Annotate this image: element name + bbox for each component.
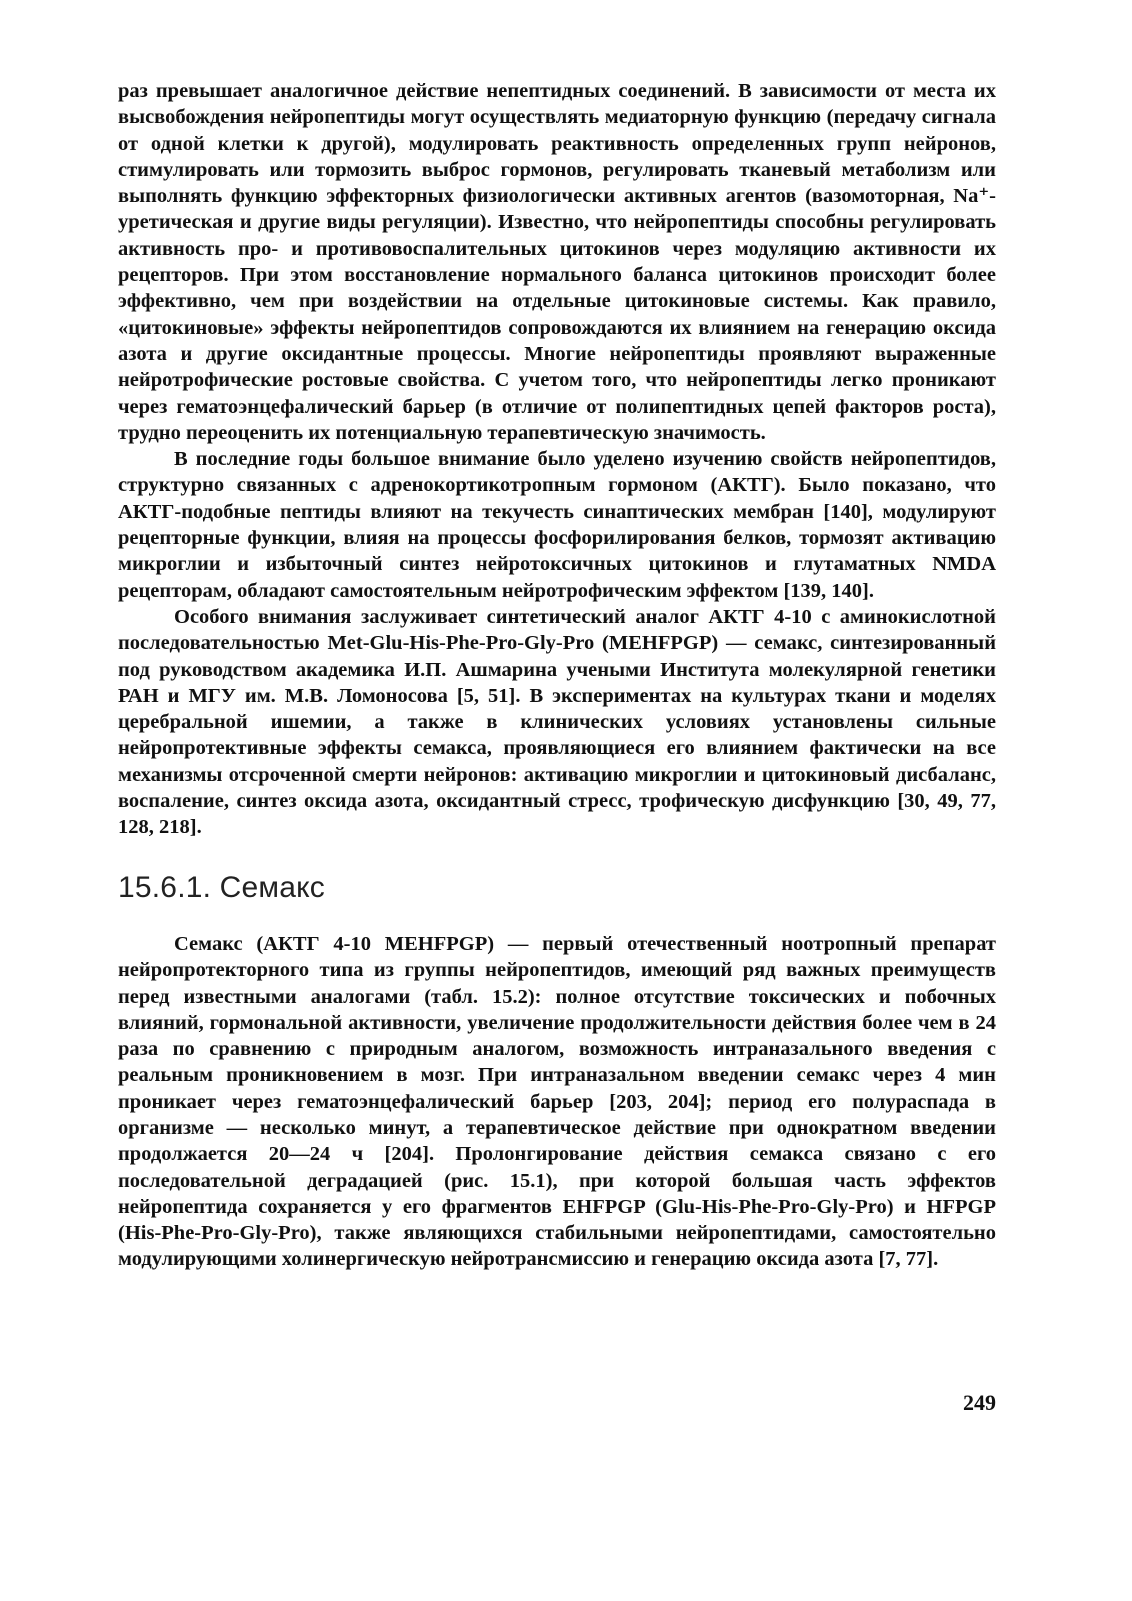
- page-number: 249: [963, 1390, 996, 1415]
- section-heading: 15.6.1. Семакс: [118, 870, 325, 904]
- page-content: [118, 78, 996, 1273]
- paragraph-4: Семакс (АКТГ 4-10 MEHFPGP) — первый отечественный ноотропный препарат нейропротекторного типа из группы нейропептидов, имеющий ряд важных преимуществ перед известными аналогами (табл. 15.2): полное отсутствие токсических и побочных влияний, гормональной активности, увеличение продолжительности действия более чем в 24 раза по сравнению с природным аналогом, возможность интраназального введения с реальным проникновением в мозг. При интраназальном введении семакс через 4 мин проникает через гематоэнцефалический барьер [203, 204]; период его полураспада в организме — несколько минут, а терапевтическое действие при однократном введении продолжается 20—24 ч [204]. Пролонгирование действия семакса связано с его последовательной деградацией (рис. 15.1), при которой большая часть эффектов нейропептида сохраняется у его фрагментов EHFPGP (Glu-His-Phe-Pro-Gly-Pro) и HFPGP (His-Phe-Pro-Gly-Pro), также являющихся стабильными нейропептидами, самостоятельно модулирующими холинергическую нейротрансмиссию и генерацию оксида азота [7, 77].: [118, 932, 996, 1271]
- paragraph-1: раз превышает аналогичное действие непептидных соединений. В зависимости от места их высвобождения нейропептиды могут осуществлять медиаторную функцию (передачу сигнала от одной клетки к другой), модулировать реактивность определенных групп нейронов, стимулировать или тормозить выброс гормонов, регулировать тканевый метаболизм или выполнять функцию эффекторных физиологически активных агентов (вазомоторная, Na⁺-уретическая и другие виды регуляции). Известно, что нейропептиды способны регулировать активность про- и противовоспалительных цитокинов через модуляцию активности их рецепторов. При этом восстановление нормального баланса цитокинов происходит более эффективно, чем при воздействии на отдельные цитокиновые системы. Как правило, «цитокиновые» эффекты нейропептидов сопровождаются их влиянием на генерацию оксида азота и другие оксидантные процессы. Многие нейропептиды проявляют выраженные нейротрофические ростовые свойства. С учетом того, что нейропептиды легко проникают через гематоэнцефалический барьер (в отличие от полипептидных цепей факторов роста), трудно переоценить их потенциальную терапевтическую значимость.: [118, 80, 996, 444]
- paragraph-2: В последние годы большое внимание было уделено изучению свойств нейропептидов, структурно связанных с адренокортикотропным гормоном (АКТГ). Было показано, что АКТГ-подобные пептиды влияют на текучесть синаптических мембран [140], модулируют рецепторные функции, влияя на процессы фосфорилирования белков, тормозят активацию микроглии и избыточный синтез нейротоксичных цитокинов и глутаматных NMDA рецепторам, обладают самостоятельным нейротрофическим эффектом [139, 140].: [118, 448, 996, 602]
- paragraph-3: Особого внимания заслуживает синтетический аналог АКТГ 4-10 с аминокислотной последовательностью Met-Glu-His-Phe-Pro-Gly-Pro (MEHFPGP) — семакс, синтезированный под руководством академика И.П. Ашмарина учеными Института молекулярной генетики РАН и МГУ им. М.В. Ломоносова [5, 51]. В экспериментах на культурах ткани и моделях церебральной ишемии, а также в клинических условиях установлены сильные нейропротективные эффекты семакса, проявляющиеся его влиянием фактически на все механизмы отсроченной смерти нейронов: активацию микроглии и цитокиновый дисбаланс, воспаление, синтез оксида азота, оксидантный стресс, трофическую дисфункцию [30, 49, 77, 128, 218].: [118, 605, 996, 839]
